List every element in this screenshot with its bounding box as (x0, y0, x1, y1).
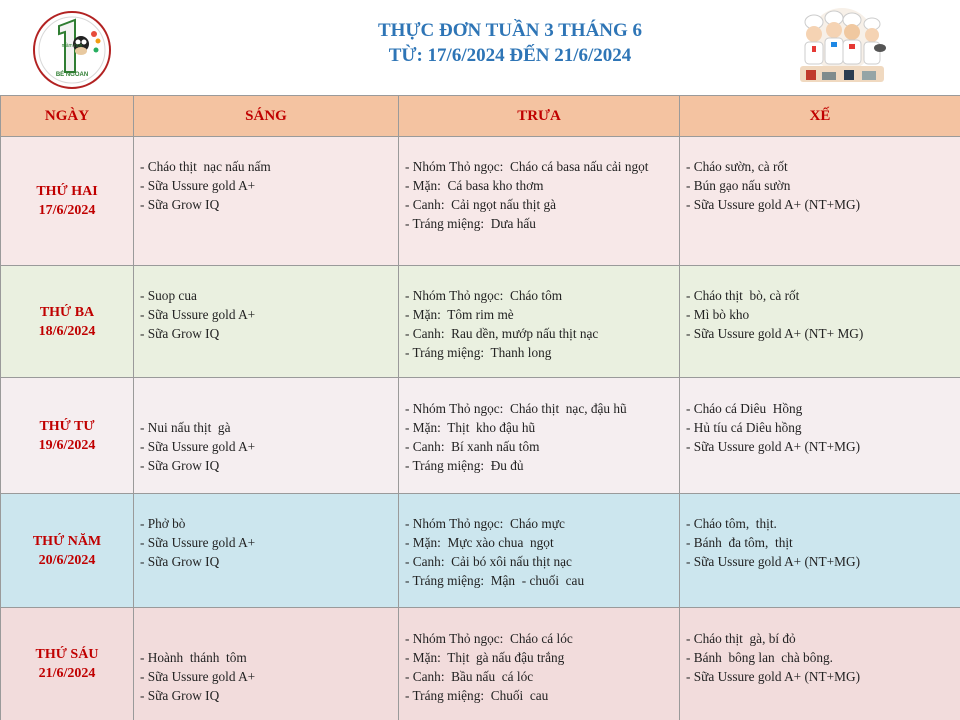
menu-item: - Sữa Ussure gold A+ (NT+MG) (686, 669, 860, 684)
menu-item: - Canh: Cải bó xôi nấu thịt nạc (405, 554, 572, 569)
menu-item: - Sữa Ussure gold A+ (NT+ MG) (686, 326, 864, 341)
lunch-items (405, 266, 673, 362)
snack-cell (680, 266, 960, 378)
menu-item: - Sữa Grow IQ (140, 197, 220, 212)
snack-items (686, 378, 954, 456)
snack-cell (680, 137, 960, 266)
menu-item: - Sữa Ussure gold A+ (140, 669, 256, 684)
menu-item: - Canh: Rau dền, mướp nấu thịt nạc (405, 326, 599, 341)
menu-item: - Tráng miệng: Đu đủ (405, 458, 524, 473)
lunch-items (405, 608, 673, 705)
menu-item: - Bánh bông lan chà bông. (686, 650, 833, 665)
weekly-menu-table (0, 95, 960, 720)
menu-item: - Phở bò (140, 516, 186, 531)
menu-item: - Nhóm Thỏ ngọc: Cháo cá lóc (405, 631, 573, 646)
table-row (1, 378, 960, 494)
day-name: THỨ BA (39, 304, 95, 320)
column-header-snack: XẾ (680, 96, 960, 137)
day-date: 20/6/2024 (38, 552, 96, 568)
menu-item: - Cháo thịt nạc nấu nấm (140, 159, 271, 174)
menu-item: - Mặn: Thịt kho đậu hũ (405, 420, 536, 435)
breakfast-cell (134, 608, 399, 720)
snack-items (686, 494, 954, 571)
menu-item: - Nhóm Thỏ ngọc: Cháo thịt nạc, đậu hũ (405, 401, 627, 416)
day-date: 19/6/2024 (38, 437, 96, 453)
day-cell (1, 378, 134, 494)
menu-item: - Sữa Ussure gold A+ (140, 535, 256, 550)
menu-item: - Nhóm Thỏ ngọc: Cháo mực (405, 516, 565, 531)
menu-item: - Bánh đa tôm, thịt (686, 535, 793, 550)
breakfast-cell (134, 266, 399, 378)
snack-cell (680, 608, 960, 720)
day-cell (1, 266, 134, 378)
lunch-cell (399, 137, 680, 266)
svg-text:BÉ NGOAN: BÉ NGOAN (55, 72, 89, 78)
menu-item: - Tráng miệng: Chuối cau (405, 688, 549, 703)
snack-items (686, 266, 954, 343)
menu-item: - Cháo tôm, thịt. (686, 516, 777, 531)
day-date: 18/6/2024 (38, 323, 96, 339)
menu-item: - Sữa Ussure gold A+ (140, 178, 256, 193)
menu-item: - Tráng miệng: Mận - chuối cau (405, 573, 585, 588)
menu-item: - Nui nấu thịt gà (140, 420, 231, 435)
menu-item: - Sữa Grow IQ (140, 458, 220, 473)
menu-item: - Mặn: Cá basa kho thơm (405, 178, 544, 193)
menu-item: - Suop cua (140, 288, 197, 303)
snack-items (686, 137, 954, 214)
menu-item: - Canh: Bí xanh nấu tôm (405, 439, 540, 454)
day-cell (1, 608, 134, 720)
menu-item: - Mặn: Thịt gà nấu đậu trắng (405, 650, 565, 665)
menu-item: - Hoành thánh tôm (140, 650, 247, 665)
column-header-breakfast: SÁNG (134, 96, 399, 137)
menu-date-range: TỪ: 17/6/2024 ĐẾN 21/6/2024 (388, 45, 632, 66)
menu-item: - Cháo sườn, cà rốt (686, 159, 788, 174)
menu-item: - Nhóm Thỏ ngọc: Cháo cá basa nấu cải ngọt (405, 159, 649, 174)
table-header-row (1, 96, 960, 137)
menu-item: - Mì bò kho (686, 307, 750, 322)
menu-item: - Mặn: Mực xào chua ngọt (405, 535, 554, 550)
snack-cell (680, 494, 960, 608)
day-name: THỨ NĂM (32, 533, 102, 549)
menu-item: - Sữa Ussure gold A+ (NT+MG) (686, 197, 860, 212)
lunch-cell (399, 266, 680, 378)
menu-item: - Cháo thịt gà, bí đỏ (686, 631, 796, 646)
lunch-cell (399, 608, 680, 720)
svg-text:mầm non: mầm non (61, 43, 83, 49)
lunch-items (405, 137, 673, 233)
day-cell (1, 494, 134, 608)
day-name: THỨ TƯ (39, 418, 95, 434)
breakfast-items (140, 137, 392, 214)
breakfast-items (140, 266, 392, 343)
school-logo (32, 10, 112, 90)
column-header-day: NGÀY (1, 96, 134, 137)
menu-item: - Cháo thịt bò, cà rốt (686, 288, 800, 303)
day-date: 17/6/2024 (38, 203, 96, 218)
breakfast-items (140, 494, 392, 571)
table-row (1, 608, 960, 720)
snack-cell (680, 378, 960, 494)
lunch-items (405, 378, 673, 475)
table-row (1, 494, 960, 608)
menu-item: - Canh: Cải ngọt nấu thịt gà (405, 197, 557, 212)
snack-items (686, 608, 954, 686)
menu-title: THỰC ĐƠN TUẦN 3 THÁNG 6 (377, 20, 643, 41)
day-name: THỨ SÁU (35, 647, 99, 662)
menu-item: - Canh: Bầu nấu cá lóc (405, 669, 534, 684)
menu-item: - Sữa Grow IQ (140, 688, 220, 703)
breakfast-items (140, 378, 392, 475)
menu-item: - Sữa Ussure gold A+ (NT+MG) (686, 439, 860, 454)
menu-item: - Sữa Grow IQ (140, 554, 220, 569)
menu-item: - Mặn: Tôm rim mè (405, 307, 514, 322)
menu-item: - Sữa Grow IQ (140, 326, 220, 341)
menu-item: - Tráng miệng: Dưa hấu (405, 216, 536, 231)
lunch-items (405, 494, 673, 590)
menu-item: - Sữa Ussure gold A+ (140, 307, 256, 322)
breakfast-cell (134, 378, 399, 494)
breakfast-cell (134, 494, 399, 608)
breakfast-items (140, 608, 392, 705)
menu-item: - Cháo cá Diêu Hồng (686, 401, 803, 416)
table-row (1, 266, 960, 378)
day-name: THỨ HAI (36, 184, 98, 199)
menu-item: - Sữa Ussure gold A+ (140, 439, 256, 454)
day-cell (1, 137, 134, 266)
column-header-lunch: TRƯA (399, 96, 680, 137)
day-date: 21/6/2024 (38, 666, 96, 681)
menu-item: - Tráng miệng: Thanh long (405, 345, 552, 360)
breakfast-cell (134, 137, 399, 266)
menu-item: - Hủ tíu cá Diêu hồng (686, 420, 802, 435)
chef-kids-illustration (792, 6, 892, 88)
menu-item: - Sữa Ussure gold A+ (NT+MG) (686, 554, 860, 569)
lunch-cell (399, 378, 680, 494)
menu-item: - Bún gạo nấu sườn (686, 178, 791, 193)
table-row (1, 137, 960, 266)
lunch-cell (399, 494, 680, 608)
menu-item: - Nhóm Thỏ ngọc: Cháo tôm (405, 288, 563, 303)
